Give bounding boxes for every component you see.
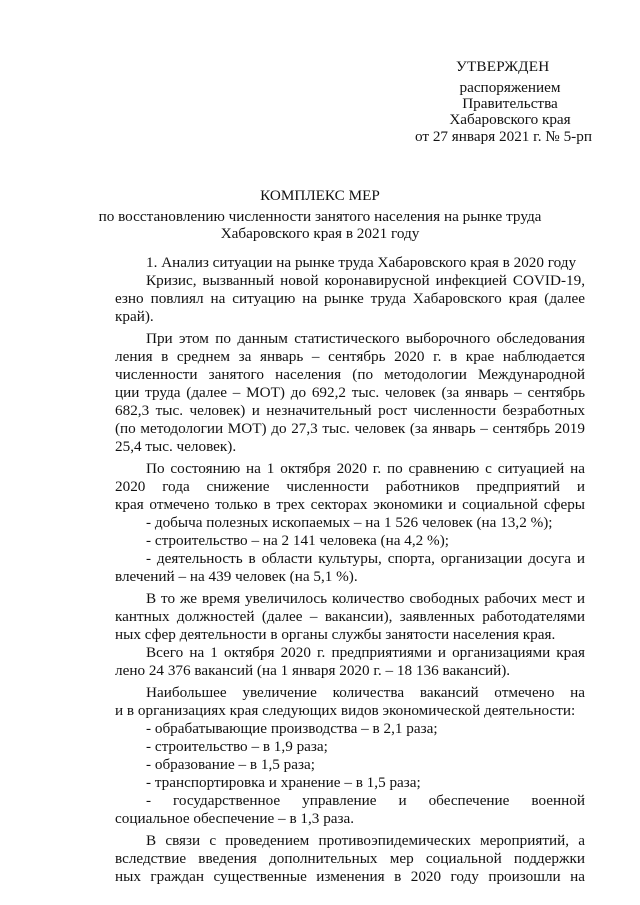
paragraph-line: (по методологии МОТ) до 27,3 тыс. человек (за январь – сентябрь 2019 bbox=[115, 420, 585, 437]
list-item-continuation: социальное обеспечение – в 1,3 раза. bbox=[115, 810, 355, 827]
paragraph-line: Наибольшее увеличение количества вакансий отмечено на bbox=[146, 684, 585, 701]
paragraph-line: края отмечено только в трех секторах экономики и социальной сферы bbox=[115, 496, 585, 513]
paragraph-line: 682,3 тыс. человек) и незначительный рост численности безработных bbox=[115, 402, 585, 419]
paragraph-line: 2020 года снижение численности работников предприятий и bbox=[115, 478, 585, 495]
paragraph-line: ции труда (далее – МОТ) до 692,2 тыс. человек (за январь – сентябрь bbox=[115, 384, 585, 401]
paragraph-line: вследствие введения дополнительных мер социальной поддержки bbox=[115, 850, 585, 867]
list-item: - добыча полезных ископаемых – на 1 526 человек (на 13,2 %); bbox=[146, 514, 553, 531]
paragraph-line: По состоянию на 1 октября 2020 г. по сравнению с ситуацией на bbox=[146, 460, 585, 477]
paragraph-line: и в организациях края следующих видов экономической деятельности: bbox=[115, 702, 576, 719]
list-item: - строительство – на 2 141 человека (на 4,2 %); bbox=[146, 532, 449, 549]
paragraph-line: 25,4 тыс. человек). bbox=[115, 438, 237, 455]
paragraph-line: В связи с проведением противоэпидемических мероприятий, а bbox=[146, 832, 585, 849]
paragraph-line: Всего на 1 октября 2020 г. предприятиями и организациями края bbox=[146, 644, 585, 661]
section-heading: 1. Анализ ситуации на рынке труда Хабаровского края в 2020 году bbox=[146, 254, 577, 271]
list-item: - государственное управление и обеспечение военной bbox=[146, 792, 585, 809]
list-item: - образование – в 1,5 раза; bbox=[146, 756, 315, 773]
approval-line-3: Хабаровского края bbox=[449, 111, 571, 128]
paragraph-line: ных граждан существенные изменения в 2020 году произошли на bbox=[115, 868, 585, 885]
paragraph-line: Кризис, вызванный новой коронавирусной инфекцией COVID-19, bbox=[146, 272, 585, 289]
approval-date: от 27 января 2021 г. № 5-рп bbox=[415, 128, 592, 145]
paragraph-line: лено 24 376 вакансий (на 1 января 2020 г. – 18 136 вакансий). bbox=[115, 662, 511, 679]
document-subtitle-line-1: по восстановлению численности занятого населения на рынке труда bbox=[98, 208, 542, 225]
document-subtitle-line-2: Хабаровского края в 2021 году bbox=[220, 225, 420, 242]
approval-line-2: Правительства bbox=[462, 95, 558, 112]
list-item: - деятельность в области культуры, спорта, организации досуга и bbox=[146, 550, 585, 567]
paragraph-line: ных сфер деятельности в органы службы занятости населения края. bbox=[115, 626, 556, 643]
document-title: КОМПЛЕКС МЕР bbox=[260, 187, 380, 204]
paragraph-line: При этом по данным статистического выборочного обследования bbox=[146, 330, 585, 347]
list-item-continuation: влечений – на 439 человек (на 5,1 %). bbox=[115, 568, 358, 585]
list-item: - строительство – в 1,9 раза; bbox=[146, 738, 328, 755]
approval-line-1: распоряжением bbox=[459, 79, 561, 96]
paragraph-line: численности занятого населения (по методологии Международной bbox=[115, 366, 585, 383]
approval-stamp-title: УТВЕРЖДЕН bbox=[456, 58, 550, 75]
list-item: - транспортировка и хранение – в 1,5 раза; bbox=[146, 774, 421, 791]
paragraph-line: ления в среднем за январь – сентябрь 2020 г. в крае наблюдается bbox=[115, 348, 585, 365]
paragraph-line: В то же время увеличилось количество свободных рабочих мест и bbox=[146, 590, 585, 607]
paragraph-line: кантных должностей (далее – вакансии), заявленных работодателями bbox=[115, 608, 585, 625]
paragraph-line: езно повлиял на ситуацию на рынке труда Хабаровского края (далее bbox=[115, 290, 585, 307]
list-item: - обрабатывающие производства – в 2,1 раза; bbox=[146, 720, 438, 737]
paragraph-line: край). bbox=[115, 308, 154, 325]
